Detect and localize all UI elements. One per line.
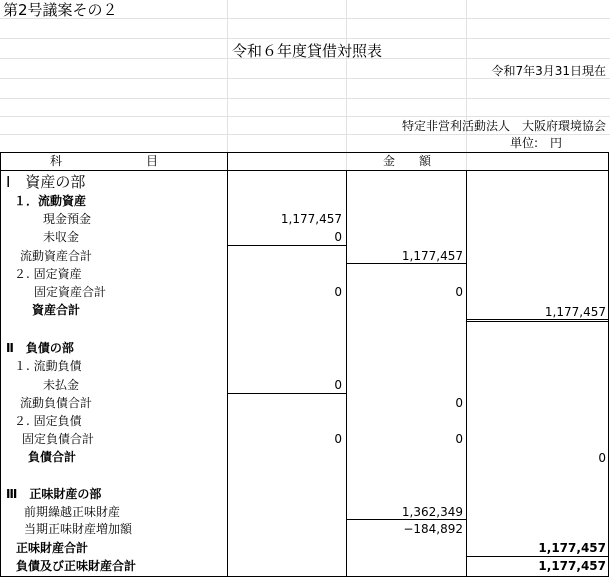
net-assets-section-heading: Ⅲ 正味財産の部: [6, 487, 102, 501]
report-date: 令和7年3月31日現在: [491, 64, 606, 78]
gridline: [0, 116, 610, 117]
page-title: 令和６年度貸借対照表: [232, 42, 383, 60]
liabilities-total-label: 負債合計: [28, 450, 77, 464]
net-assets-increase-label: 当期正味財産増加額: [24, 522, 133, 536]
net-assets-total-value: 1,177,457: [538, 541, 606, 555]
doc-number: 第2号議案その２: [3, 1, 118, 19]
assets-total-value: 1,177,457: [544, 305, 606, 319]
liabilities-section-heading: Ⅱ 負債の部: [6, 341, 74, 355]
assets-section-heading: Ⅰ 資産の部: [6, 173, 86, 191]
assets-total-label: 資産合計: [32, 303, 81, 317]
liabilities-total-value: 0: [598, 451, 606, 465]
current-liabilities-total-label: 流動負債合計: [20, 396, 93, 410]
subtotal-rule: [227, 245, 346, 246]
gridline: [0, 98, 610, 99]
subtotal-rule: [227, 393, 346, 394]
liabilities-and-net-assets-total-label: 負債及び正味財産合計: [16, 559, 137, 573]
prior-net-assets-value: 1,362,349: [401, 505, 463, 519]
subject-column-header: 科 目: [50, 154, 159, 168]
table-header-divider: [0, 170, 609, 171]
gridline: [0, 38, 610, 39]
organization-name: 特定非営利活動法人 大阪府環境協会: [401, 119, 606, 133]
fixed-assets-total-label: 固定資産合計: [34, 285, 107, 299]
gridline: [466, 0, 467, 180]
cash-deposits-label: 現金預金: [43, 212, 92, 226]
receivable-label: 未収金: [43, 230, 80, 244]
column-divider-subject: [227, 152, 228, 577]
fixed-liabilities-heading: ２. 固定負債: [14, 414, 82, 428]
fixed-assets-total-value-b: 0: [455, 285, 463, 299]
fixed-liabilities-total-value-b: 0: [455, 432, 463, 446]
current-liabilities-heading: １. 流動負債: [14, 359, 82, 373]
column-divider-b: [466, 170, 467, 577]
receivable-value: 0: [334, 230, 342, 244]
amount-column-header: 金 額: [383, 154, 432, 168]
fixed-assets-heading: ２. 固定資産: [14, 267, 82, 281]
table-left-border: [0, 152, 1, 577]
column-divider-a: [346, 170, 347, 577]
fixed-liabilities-total-value-a: 0: [334, 432, 342, 446]
current-assets-total-value: 1,177,457: [401, 249, 463, 263]
current-liabilities-total-value: 0: [455, 396, 463, 410]
total-rule: [466, 556, 608, 557]
current-assets-heading: １．流動資産: [14, 194, 87, 208]
net-assets-total-label: 正味財産合計: [16, 541, 89, 555]
total-double-rule: [466, 321, 608, 322]
unit-label: 単位: 円: [510, 136, 563, 150]
fixed-assets-total-value-a: 0: [334, 285, 342, 299]
prior-net-assets-label: 前期繰越正味財産: [24, 505, 121, 519]
current-assets-total-label: 流動資産合計: [20, 249, 93, 263]
cash-deposits-value: 1,177,457: [280, 212, 342, 226]
accrued-payable-label: 未払金: [43, 378, 80, 392]
liabilities-and-net-assets-total-value: 1,177,457: [538, 559, 606, 573]
net-assets-increase-value: −184,892: [403, 522, 463, 536]
table-right-border: [608, 152, 609, 577]
gridline: [346, 0, 347, 180]
fixed-liabilities-total-label: 固定負債合計: [22, 432, 95, 446]
accrued-payable-value: 0: [334, 378, 342, 392]
